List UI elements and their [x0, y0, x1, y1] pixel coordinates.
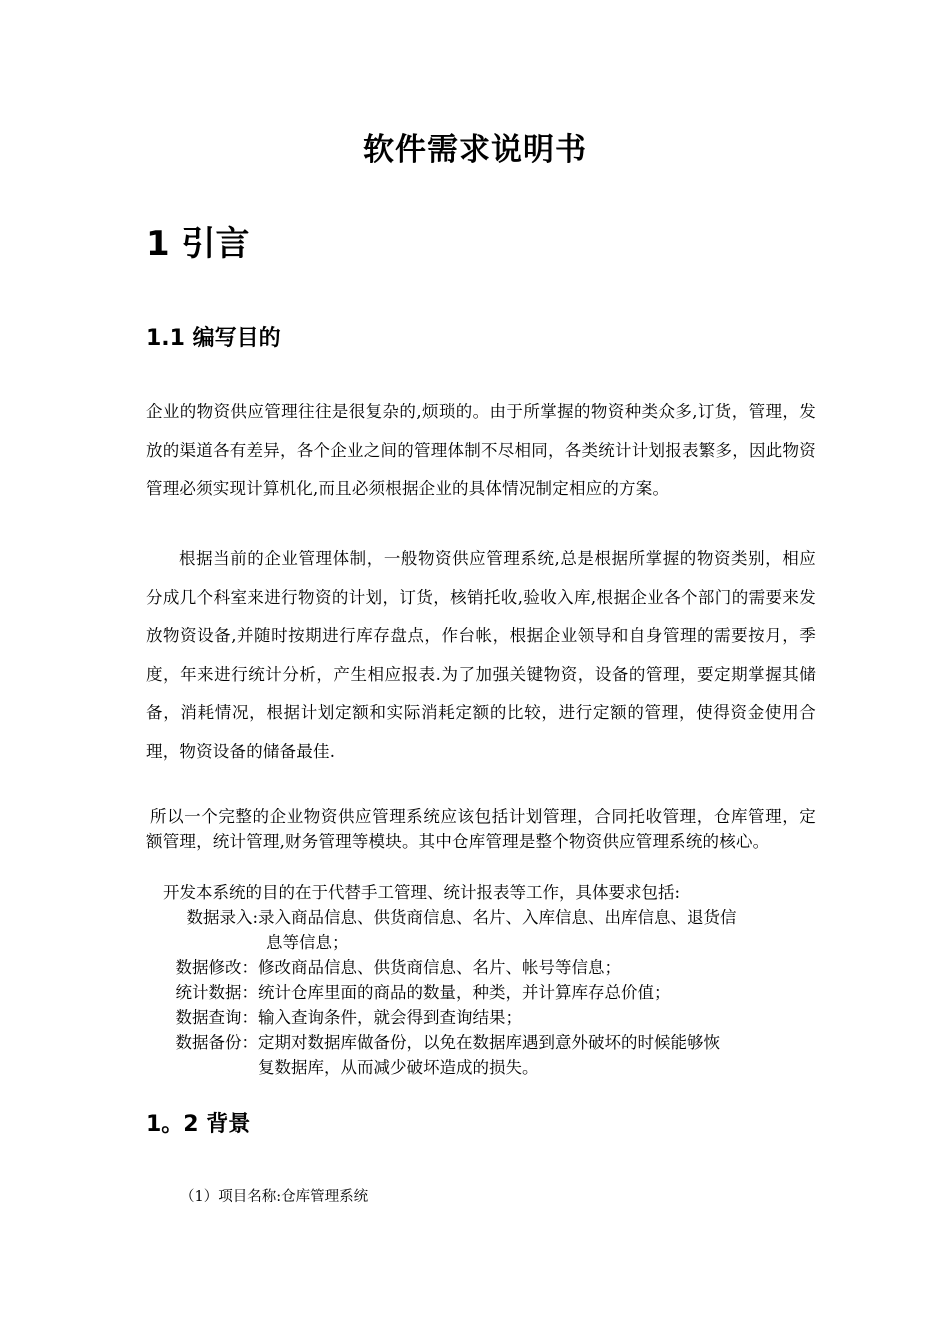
paragraph-purpose-1: 企业的物资供应管理往往是很复杂的,烦琐的。由于所掌握的物资种类众多,订货，管理，发放的渠道各有差异，各个企业之间的管理体制不尽相同，各类统计计划报表繁多，因此物资管理必须实现计算机化,而且必须根据企业的具体情况制定相应的方案。 [146, 402, 816, 498]
requirement-label: 统计数据： [175, 983, 258, 1002]
requirement-text-continued: 息等信息； [266, 933, 349, 952]
subsection-heading-background: 1。2 背景 [146, 1112, 251, 1137]
subsection-heading-purpose: 1.1 编写目的 [146, 326, 281, 351]
requirements-intro: 开发本系统的目的在于代替手工管理、统计报表等工作，具体要求包括: [163, 883, 681, 902]
requirement-text: 统计仓库里面的商品的数量，种类，并计算库存总价值； [258, 983, 671, 1002]
requirement-item-data-entry [146, 905, 816, 955]
section-heading-introduction: 1 引言 [146, 224, 250, 264]
requirement-text: 输入查询条件，就会得到查询结果； [258, 1008, 522, 1027]
requirement-item-data-backup [146, 1030, 816, 1080]
background-item-project-name: （1）项目名称:仓库管理系统 [180, 1189, 369, 1205]
document-title: 软件需求说明书 [363, 132, 587, 168]
requirement-item-data-modify [146, 955, 816, 980]
requirement-item-data-statistics [146, 980, 816, 1005]
requirement-item-data-query [146, 1005, 816, 1030]
requirement-label: 数据查询： [175, 1008, 258, 1027]
requirements-list [146, 880, 816, 1080]
requirement-text-continued: 复数据库，从而减少破坏造成的损失。 [258, 1058, 539, 1077]
requirement-label: 数据录入: [186, 908, 258, 927]
paragraph-purpose-2: 根据当前的企业管理体制，一般物资供应管理系统,总是根据所掌握的物资类别，相应分成几个科室来进行物资的计划，订货，核销托收,验收入库,根据企业各个部门的需要来发放物资设备,并随时按期进行库存盘点，作台帐，根据企业领导和自身管理的需要按月，季度，年来进行统计分析，产生相应报表.为了加强关键物资，设备的管理，要定期掌握其储备，消耗情况，根据计划定额和实际消耗定额的比较，进行定额的管理，使得资金使用合理，物资设备的储备最佳. [146, 549, 816, 761]
requirement-text: 修改商品信息、供货商信息、名片、帐号等信息； [258, 958, 621, 977]
requirement-text: 定期对数据库做备份，以免在数据库遇到意外破坏的时候能够恢 [258, 1033, 720, 1052]
paragraph-purpose-3: 所以一个完整的企业物资供应管理系统应该包括计划管理，合同托收管理，仓库管理，定额管理，统计管理,财务管理等模块。其中仓库管理是整个物资供应管理系统的核心。 [146, 807, 816, 851]
requirement-label: 数据修改： [175, 958, 258, 977]
requirement-label: 数据备份： [175, 1033, 258, 1052]
requirement-text: 录入商品信息、供货商信息、名片、入库信息、出库信息、退货信 [258, 908, 737, 927]
